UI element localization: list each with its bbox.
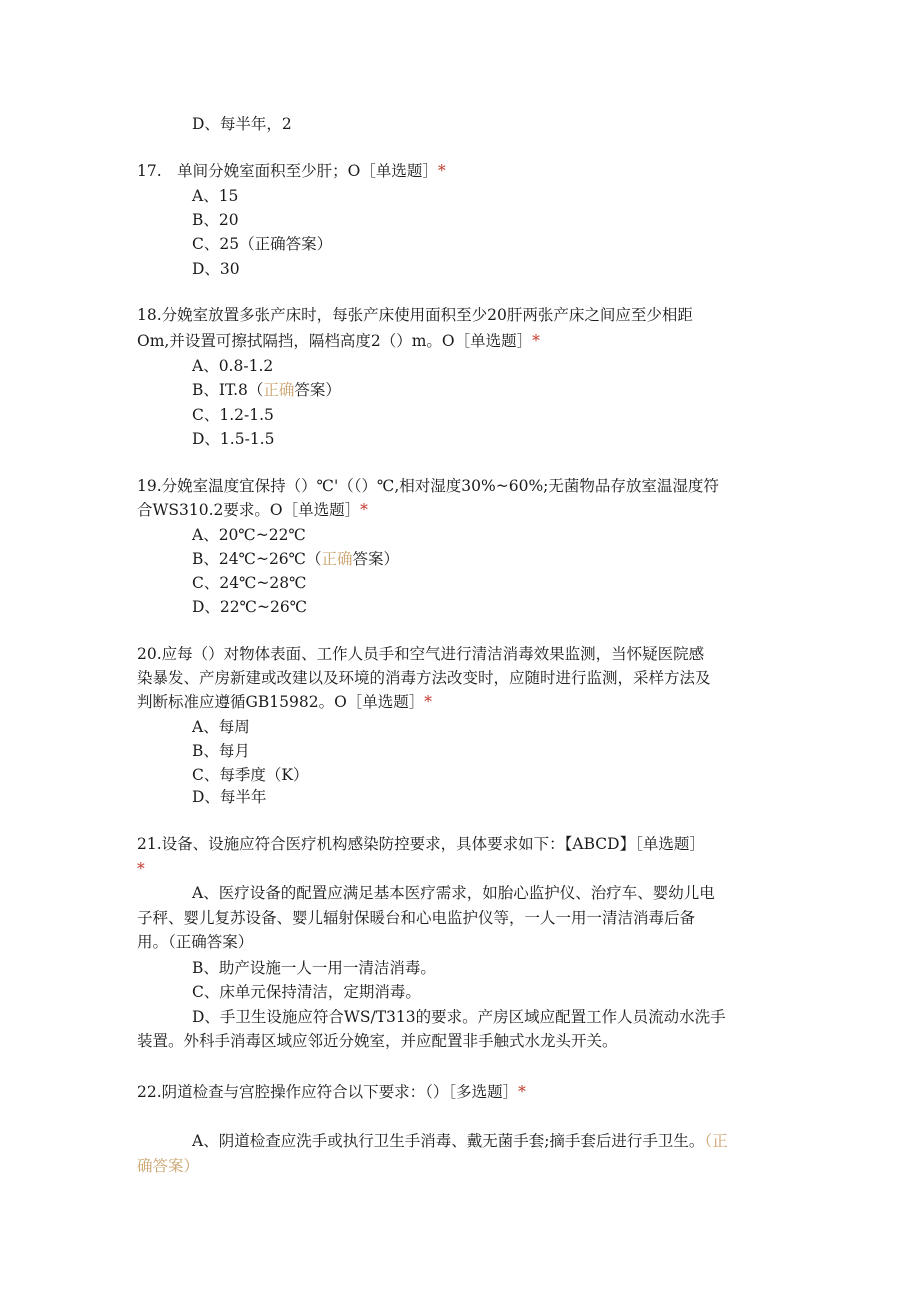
- question-number: 22: [137, 1083, 157, 1101]
- question-18: [137, 304, 693, 326]
- required-star: *: [424, 693, 433, 711]
- option-c: C、24℃~28℃: [192, 574, 307, 592]
- answer-highlight: 正确: [321, 550, 353, 568]
- question-number: 19: [137, 477, 157, 495]
- option-c: C、25（正确答案）: [192, 235, 333, 253]
- option-c: C、1.2-1.5: [192, 406, 274, 424]
- option-d-line-2: 装置。外科手消毒区域应邻近分娩室，并应配置非手触式水龙头开关。: [137, 1032, 618, 1050]
- option-b: [192, 548, 399, 570]
- option-c: C、床单元保持清洁，定期消毒。: [192, 983, 421, 1001]
- question-text: 合WS310.2要求。O［单选题］: [137, 501, 361, 519]
- question-number: 20: [137, 645, 157, 663]
- option-a: A、每周: [192, 718, 250, 736]
- required-star: *: [137, 860, 145, 878]
- option-text: 答案）: [352, 550, 400, 568]
- option-a: [192, 1130, 728, 1152]
- option-text: B、IT.8（: [192, 381, 264, 399]
- option-d: D、每半年: [192, 788, 267, 806]
- option-a: A、15: [192, 187, 239, 205]
- required-star: *: [532, 332, 540, 350]
- question-17: [137, 160, 446, 182]
- question-22: [137, 1081, 526, 1103]
- option-d: D、每半年，2: [192, 115, 292, 133]
- required-star: *: [437, 162, 446, 180]
- option-b: [192, 379, 341, 401]
- option-d: D、1.5-1.5: [192, 430, 275, 448]
- question-text: .分娩室放置多张产床时，每张产床使用面积至少20肝两张产床之间应至少相距: [156, 306, 693, 324]
- question-text: .阴道检查与宫腔操作应符合以下要求：（）［多选题］: [156, 1083, 519, 1101]
- question-19: [137, 475, 719, 497]
- answer-highlight: 正确: [263, 381, 295, 399]
- option-b: B、助产设施一人一用一清洁消毒。: [192, 959, 436, 977]
- question-text: Om,并设置可擦拭隔挡，隔档高度2（）m。O［单选题］: [137, 332, 533, 350]
- option-a: A、20℃~22℃: [192, 526, 306, 544]
- question-number: 18: [137, 306, 157, 324]
- option-text: B、24℃~26℃（: [192, 550, 322, 568]
- option-a-line-3: 用。（正确答案）: [137, 933, 254, 951]
- option-a: A、医疗设备的配置应满足基本医疗需求，如胎心监护仪、治疗车、婴幼儿电: [192, 884, 715, 902]
- answer-highlight: （正: [704, 1132, 728, 1150]
- option-c: C、每季度（K）: [192, 766, 309, 784]
- question-number: 21: [137, 835, 157, 853]
- option-text: A、阴道检查应洗手或执行卫生手消毒、戴无菌手套;摘手套后进行手卫生。: [192, 1132, 705, 1150]
- question-text: . 单间分娩室面积至少肝；O［单选题］: [156, 162, 438, 180]
- question-18-line-2: [137, 330, 540, 352]
- question-20-line-3: [137, 691, 432, 713]
- question-20-line-2: 染暴发、产房新建或改建以及环境的消毒方法改变时，应随时进行监测，采样方法及: [137, 669, 711, 687]
- question-text: .应每（）对物体表面、工作人员手和空气进行清洁消毒效果监测，当怀疑医院感: [156, 645, 705, 663]
- question-20: [137, 643, 704, 665]
- question-text: 判断标准应遵循GB15982。O［单选题］: [137, 693, 425, 711]
- question-21: [137, 833, 705, 855]
- option-b: B、每月: [192, 742, 250, 760]
- option-d: D、30: [192, 260, 240, 278]
- required-star: *: [360, 501, 368, 519]
- option-b: B、20: [192, 211, 239, 229]
- question-text: .分娩室温度宜保持（）℃'（（）℃,相对湿度30%~60%;无菌物品存放室温湿度符: [156, 477, 719, 495]
- question-19-line-2: [137, 499, 368, 521]
- required-star: *: [518, 1083, 526, 1101]
- question-text: .设备、设施应符合医疗机构感染防控要求，具体要求如下：【ABCD】［单选题］: [156, 835, 705, 853]
- option-a: A、0.8-1.2: [192, 357, 274, 375]
- option-a-line-2: 确答案）: [137, 1157, 200, 1175]
- option-d: D、手卫生设施应符合WS/T313的要求。产房区域应配置工作人员流动水洗手: [192, 1008, 726, 1026]
- option-text: 答案）: [294, 381, 341, 399]
- option-a-line-2: 子秤、婴儿复苏设备、婴儿辐射保暖台和心电监护仪等，一人一用一清洁消毒后备: [137, 909, 696, 927]
- question-number: 17: [137, 162, 157, 180]
- option-d: D、22℃~26℃: [192, 598, 308, 616]
